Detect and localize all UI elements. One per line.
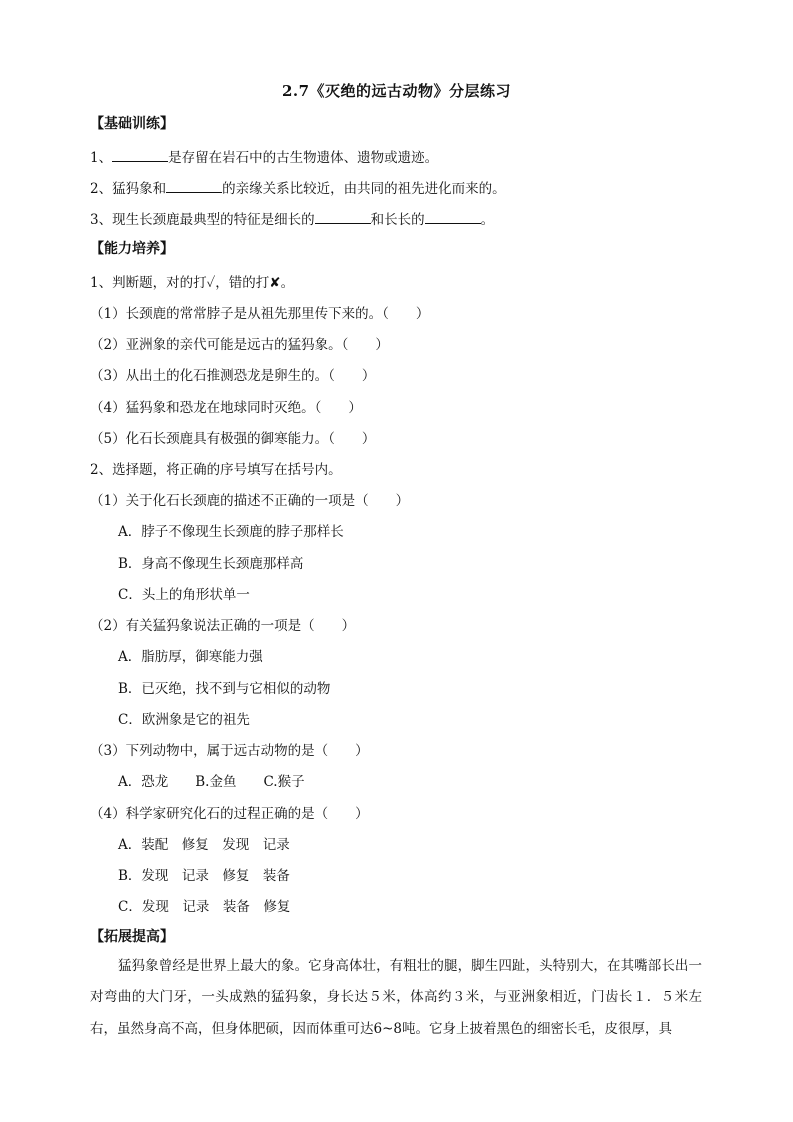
section-basic-training: 【基础训练】: [90, 116, 174, 132]
question-2-text-start: 2、猛犸象和: [90, 181, 167, 197]
answer-blank: [112, 147, 168, 162]
choice-question-4: （4）科学家研究化石的过程正确的是（ ）: [90, 806, 369, 822]
judge-item: （2）亚洲象的亲代可能是远古的猛犸象。（ ）: [90, 337, 389, 353]
choice-title: 2、选择题，将正确的序号填写在括号内。: [90, 462, 342, 478]
choice-option: B．发现 记录 修复 装备: [118, 868, 290, 884]
judge-item: （4）猛犸象和恐龙在地球同时灭绝。（ ）: [90, 400, 362, 416]
answer-blank: [315, 209, 371, 224]
section-ability-training: 【能力培养】: [90, 241, 174, 257]
section-extension: 【拓展提高】: [90, 929, 174, 945]
question-1-number: 1、: [90, 150, 113, 166]
choice-option: C．欧洲象是它的祖先: [118, 712, 250, 728]
choice-question-1: （1）关于化石长颈鹿的描述不正确的一项是（ ）: [90, 493, 410, 509]
question-3-text-mid: 和长长的: [370, 212, 425, 228]
question-2-text-end: 的亲缘关系比较近，由共同的祖先进化而来的。: [222, 181, 506, 197]
question-1: [90, 146, 438, 166]
question-3-text-end: 。: [480, 212, 495, 228]
choice-option: A．装配 修复 发现 记录: [118, 837, 290, 853]
judge-item: （3）从出土的化石推测恐龙是卵生的。（ ）: [90, 368, 376, 384]
choice-option: A．脂肪厚，御寒能力强: [118, 649, 263, 665]
choice-option: B．已灭绝，找不到与它相似的动物: [118, 681, 331, 697]
answer-blank: [425, 209, 481, 224]
choice-question-3: （3）下列动物中，属于远古动物的是（ ）: [90, 743, 369, 759]
answer-blank: [166, 178, 222, 193]
judge-title: 1、判断题，对的打✓，错的打✘。: [90, 275, 295, 291]
page-title: 2.7《灭绝的远古动物》分层练习: [281, 82, 512, 100]
choice-options-inline: A．恐龙 B.金鱼 C.猴子: [118, 774, 305, 790]
judge-item: （1）长颈鹿的常常脖子是从祖先那里传下来的。（ ）: [90, 306, 430, 322]
question-2: [90, 177, 506, 197]
choice-option: B．身高不像现生长颈鹿那样高: [118, 556, 304, 572]
choice-option: A．脖子不像现生长颈鹿的脖子那样长: [118, 524, 344, 540]
question-1-text: 是存留在岩石中的古生物遗体、遗物或遗迹。: [168, 150, 439, 166]
choice-option: C．发现 记录 装备 修复: [118, 899, 291, 915]
question-3-text-start: 3、现生长颈鹿最典型的特征是细长的: [90, 212, 315, 228]
question-3: [90, 208, 494, 228]
choice-question-2: （2）有关猛犸象说法正确的一项是（ ）: [90, 618, 356, 634]
reading-paragraph: 猛犸象曾经是世界上最大的象。它身高体壮，有粗壮的腿，脚生四趾，头特别大，在其嘴部长出一对弯曲的大门牙，一头成熟的猛犸象，身长达５米，体高约３米，与亚洲象相近，门齿长１．５米左右，虽然身高不高，但身体肥硕，因而体重可达6~8吨。它身上披着黑色的细密长毛，皮很厚，具: [90, 958, 702, 1037]
choice-option: C．头上的角形状单一: [118, 587, 250, 603]
judge-item: （5）化石长颈鹿具有极强的御寒能力。（ ）: [90, 431, 376, 447]
